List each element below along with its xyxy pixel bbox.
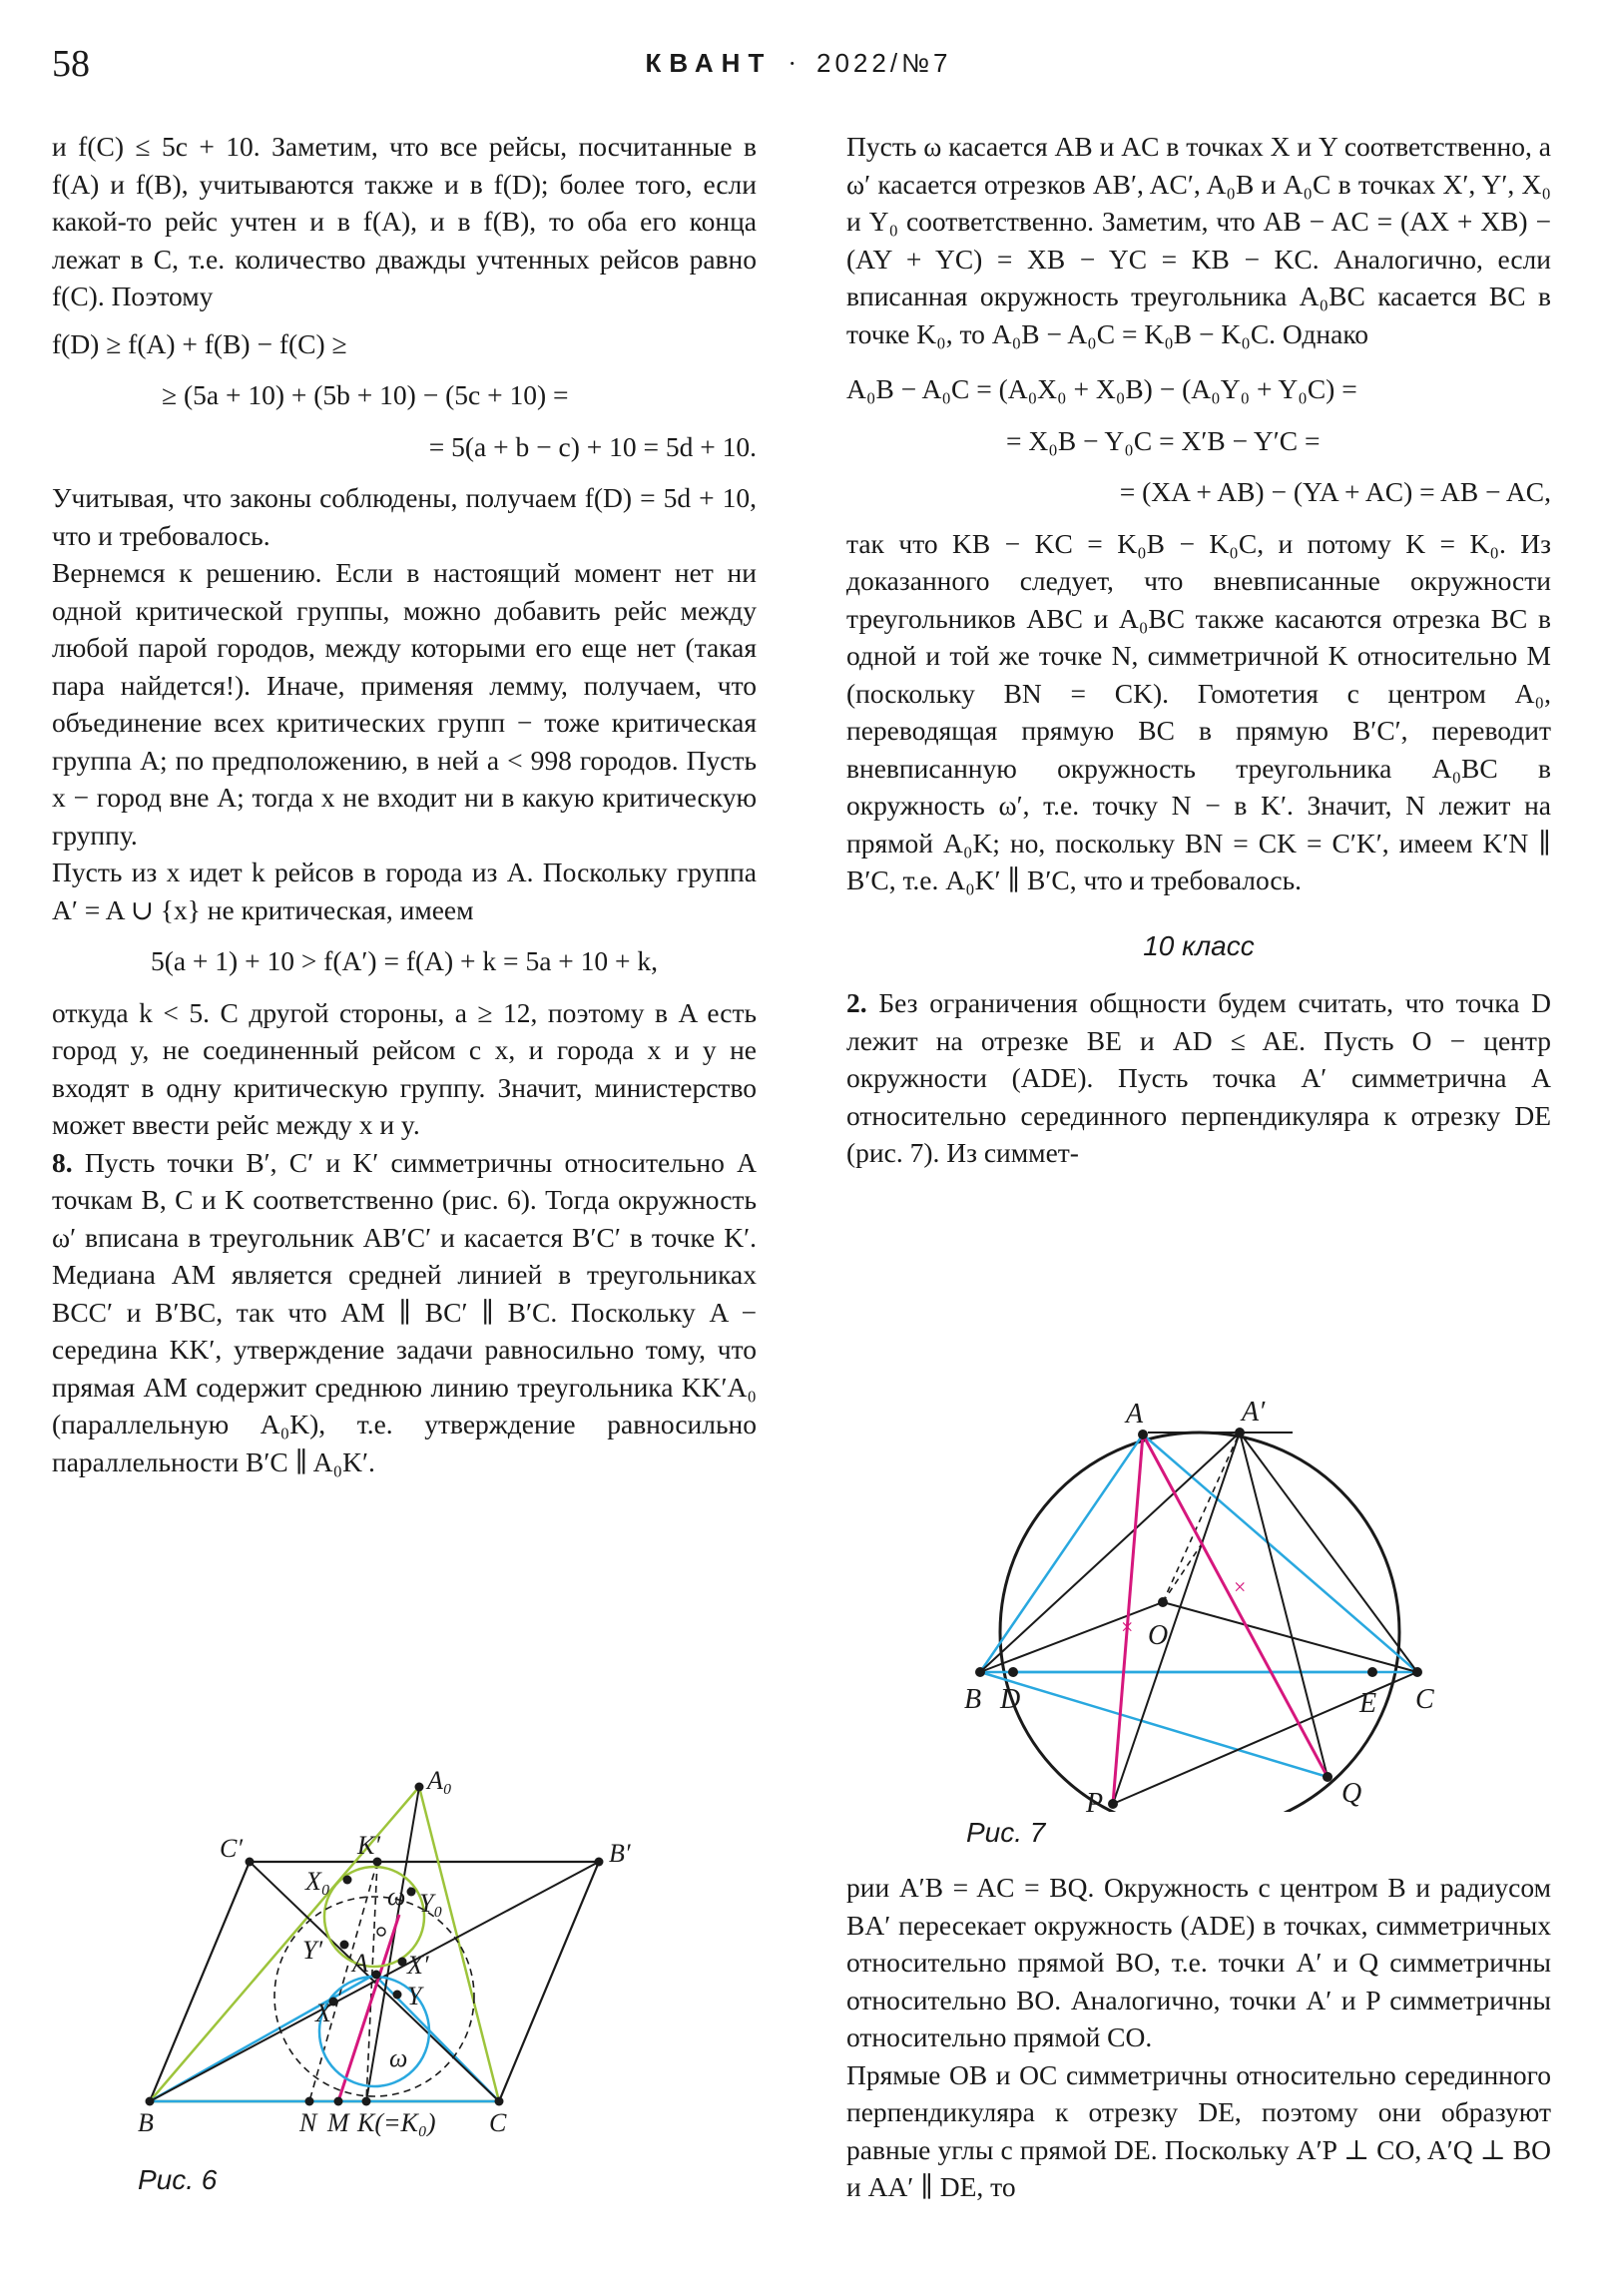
- right-paragraph-5: Прямые OB и OC симметричны относительно серединного перпендикуляра к отрезку DE, поэтому они образуют равные углы с прямой DE. Поскольку A′P ⊥ CO, A′Q ⊥ BO и AA′ ∥ DE, то: [846, 2058, 1551, 2202]
- point-open: [377, 1928, 385, 1936]
- label-k: K(=K₀): [357, 2108, 436, 2136]
- problem-2-number: 2.: [846, 987, 867, 1018]
- line-b-o: [980, 1602, 1163, 1672]
- problem-2-text: Без ограничения общности будем считать, что точка D лежит на отрезке BE и AD ≤ AE. Пусть O − центр окружности (ADE). Пусть точка A′ симметрична A относительно серединного перпендикуляра к отрезку DE (рис. 7). Из симмет-: [846, 987, 1551, 1168]
- label-q-fig7: Q: [1341, 1778, 1362, 1809]
- formula-fd-3: = 5(a + b − c) + 10 = 5d + 10.: [428, 430, 757, 462]
- line-k1-n: [309, 1862, 377, 2101]
- problem-8-text: Пусть точки B′, C′ и K′ симметричны относительно A точкам B, C и K соответственно (рис. 6). Тогда окружность ω′ вписана в треугольник AB′C′ и касается B′C′ в точке K′. Медиана AM является средней линией в треугольниках BCC′ и B′BC, так что AM ∥ BC′ ∥ B′C. Поскольку A − середина KK′, утверждение задачи равносильно тому, что прямая AM содержит среднюю линию треугольника KK′A₀ (параллельную A₀K), т.е. утверждение равносильно параллельности B′C ∥ A₀K′.: [52, 1146, 757, 1477]
- label-b-fig7: B: [964, 1684, 982, 1715]
- label-e-fig7: E: [1359, 1688, 1377, 1719]
- cross-mark-2: ×: [1234, 1574, 1247, 1599]
- formula-fd-1: f(D) ≥ f(A) + f(B) − f(C) ≥: [52, 327, 347, 359]
- figure-7-caption: Рис. 7: [966, 1817, 1046, 1848]
- label-omega-prime: ω′: [387, 1882, 412, 1911]
- issue-number: 2022/№7: [816, 48, 952, 78]
- line-a1-c: [1240, 1433, 1417, 1672]
- left-paragraph-5: откуда k < 5. С другой стороны, a ≥ 12, поэтому в A есть город y, не соединенный рейсом с x, и города x и y не входят в одну критическую группу. Значит, министерство может ввести рейс между x и y.: [52, 996, 757, 1140]
- problem-2: [846, 984, 1551, 1172]
- left-paragraph-3: Вернемся к решению. Если в настоящий момент нет ни одной критической группы, можно добавить рейс между любой парой городов, между которыми его еще нет (такая пара найдется!). Иначе, применяя лемму, получаем, что объединение всех критических групп − тоже критическая группа A; по предположению, в ней a < 998 городов. Пусть x − город вне A; тогда x не входит ни в какую критическую группу.: [52, 557, 757, 851]
- label-c: C: [489, 2108, 507, 2136]
- problem-8-number: 8.: [52, 1146, 73, 1178]
- running-header: [0, 48, 1597, 79]
- label-o-fig7: O: [1148, 1620, 1169, 1651]
- line-a-q-magenta: [1143, 1435, 1328, 1777]
- line-bq-blue: [980, 1672, 1328, 1777]
- line-a1-q: [1240, 1433, 1328, 1777]
- label-x: X: [315, 1999, 331, 2027]
- header-separator: ·: [788, 49, 801, 78]
- line-o-perp-dashed: [1163, 1542, 1203, 1602]
- left-paragraph-2: Учитывая, что законы соблюдены, получаем f(D) = 5d + 10, что и требовалось.: [52, 482, 757, 551]
- right-paragraph-2: так что KB − KC = K₀B − K₀C, и потому K = K₀. Из доказанного следует, что вневписанные окружности треугольников ABC и A₀BC также касаются отрезка BC в одной и той же точке N, симметричной K относительно M (поскольку BN = CK). Гомотетия с центром A₀, переводящая прямую BC в прямую B′C′, переводит вневписанную окружность треугольника A₀BC в окружность ω′, т.е. точку N − в K′. Значит, N лежит на прямой A₀K; но, поскольку BN = CK = C′K′, имеем K′N ∥ B′C, т.е. A₀K′ ∥ B′C, что и требовалось.: [846, 527, 1551, 895]
- label-b1: B′: [609, 1839, 631, 1868]
- label-x1: X′: [407, 1951, 429, 1980]
- label-omega: ω: [389, 2043, 408, 2072]
- right-paragraph-1: Пусть ω касается AB и AC в точках X и Y соответственно, а ω′ касается отрезков AB′, AC′, A₀B и A₀C в точках X′, Y′, X₀ и Y₀ соответственно. Заметим, что AB − AC = (AX + XB) − (AY + YC) = XB − YC = KB − KC. Аналогично, если вписанная окружность треугольника A₀BC касается BC в точке K₀, то A₀B − A₀C = K₀B − K₀C. Однако: [846, 131, 1551, 349]
- label-y: Y: [407, 1982, 422, 2010]
- cross-mark-1: ×: [1121, 1614, 1134, 1639]
- right-paragraph-4: рии A′B = AC = BQ. Окружность с центром B и радиусом BA′ пересекает окружность (ADE) в точках, симметричных относительно прямой BO, т.е. точки A′ и Q симметричны относительно BO. Аналогично, точки A′ и P симметричны относительно прямой CO.: [846, 1872, 1551, 2052]
- formula-critical: 5(a + 1) + 10 > f(A′) = f(A) + k = 5a + 10 + k,: [150, 945, 659, 976]
- label-c1: C′: [220, 1834, 244, 1863]
- label-d-fig7: D: [1000, 1684, 1021, 1715]
- label-p-fig7: P: [1086, 1788, 1104, 1812]
- formula-a0-3: = (XA + AB) − (YA + AC) = AB − AC,: [1119, 476, 1551, 507]
- figure-7: [958, 1373, 1477, 1812]
- label-m: M: [327, 2108, 349, 2136]
- problem-8: [52, 1144, 757, 1481]
- right-column: [846, 128, 1551, 1172]
- label-n: N: [299, 2108, 317, 2136]
- label-b: B: [138, 2108, 154, 2136]
- line-o-a1-dashed: [1163, 1433, 1240, 1602]
- label-a1-fig7: A′: [1242, 1397, 1266, 1428]
- page-number: 58: [52, 43, 90, 85]
- label-x0: X₀: [305, 1867, 330, 1896]
- journal-name: КВАНТ: [645, 48, 773, 78]
- figure-6: [120, 1757, 639, 2136]
- right-column-continued: [846, 1869, 1551, 2206]
- section-title-grade-10: 10 класс: [1143, 929, 1255, 961]
- formula-a0-2: = X₀B − Y₀C = X′B − Y′C =: [1006, 424, 1321, 456]
- line-o-c: [1163, 1602, 1417, 1672]
- left-paragraph-1: и f(C) ≤ 5c + 10. Заметим, что все рейсы, посчитанные в f(A) и f(B), учитываются также и в f(D); более того, если какой-то рейс учтен и в f(A), и в f(B), то оба его конца лежат в C, т.е. количество дважды учтенных рейсов равно f(C). Поэтому: [52, 131, 757, 311]
- line-b1-b: [150, 1862, 599, 2101]
- label-a-fig7: A: [1126, 1399, 1144, 1430]
- formula-fd-2: ≥ (5a + 10) + (5b + 10) − (5c + 10) =: [162, 379, 569, 410]
- figure-6-caption: Рис. 6: [138, 2164, 218, 2195]
- formula-a0-1: A₀B − A₀C = (A₀X₀ + X₀B) − (A₀Y₀ + Y₀C) =: [846, 373, 1357, 404]
- label-y0: Y₀: [419, 1889, 443, 1918]
- left-column: [52, 128, 757, 1480]
- label-k1: K′: [357, 1831, 381, 1860]
- label-c-fig7: C: [1415, 1684, 1434, 1715]
- label-a0: A₀: [427, 1766, 452, 1795]
- left-paragraph-4: Пусть из x идет k рейсов в города из A. Поскольку группа A′ = A ∪ {x} не критическая, имеем: [52, 857, 757, 925]
- label-a: A: [352, 1949, 368, 1978]
- circle-ade: [1000, 1433, 1399, 1812]
- label-y1: Y′: [302, 1936, 323, 1965]
- line-a1-b: [980, 1433, 1240, 1672]
